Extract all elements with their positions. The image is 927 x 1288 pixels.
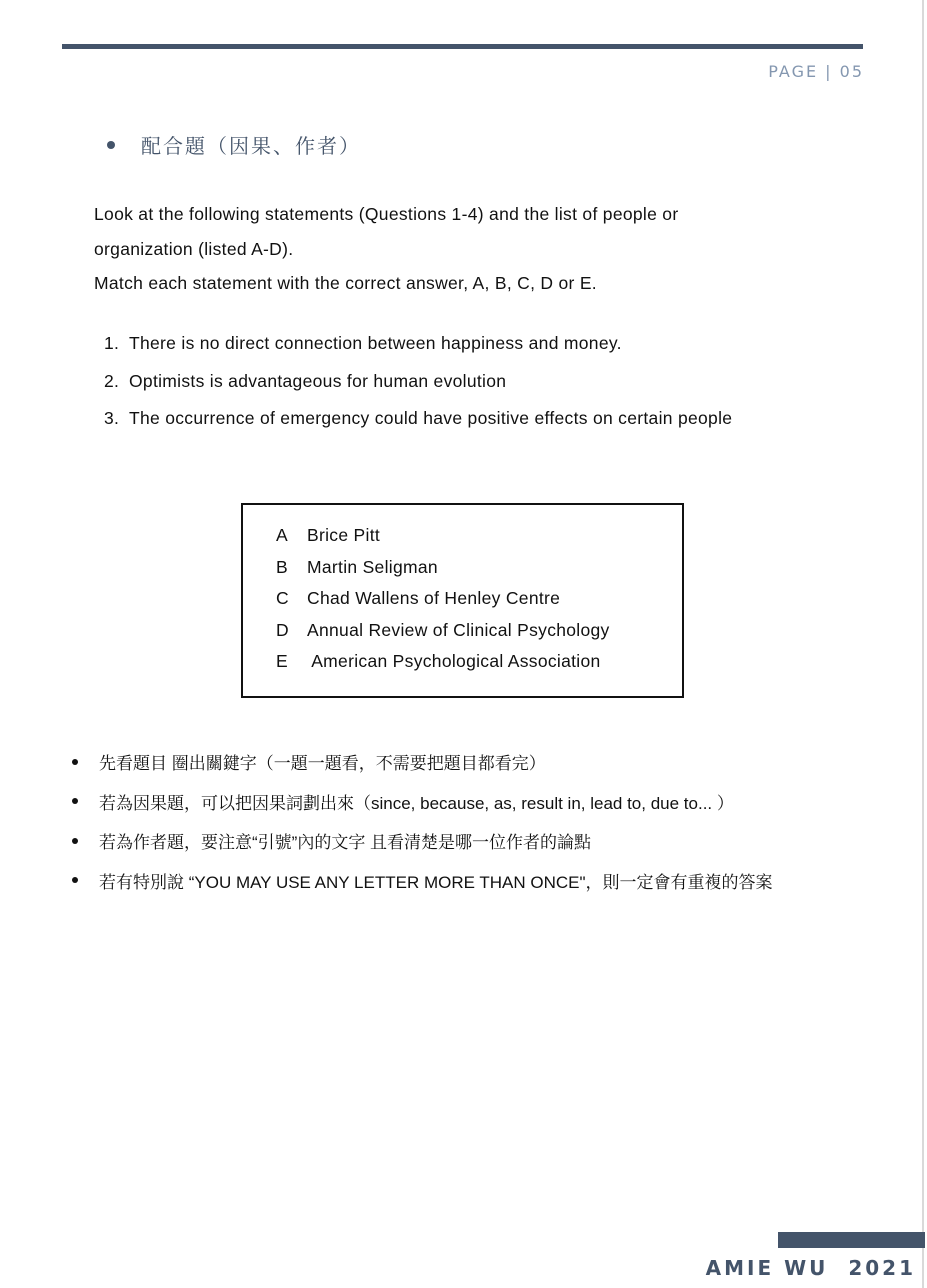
question-number: 3. bbox=[104, 408, 120, 428]
option-text: Chad Wallens of Henley Centre bbox=[307, 588, 561, 608]
instruction-line: Look at the following statements (Questions 1-4) and the list of people or bbox=[94, 204, 679, 224]
question-text: There is no direct connection between happiness and money. bbox=[129, 333, 622, 353]
instruction-line: organization (listed A-D). bbox=[94, 239, 294, 259]
page-edge bbox=[922, 0, 924, 1288]
option-text: Martin Seligman bbox=[307, 557, 438, 577]
question-number: 1. bbox=[104, 333, 120, 353]
footer-bar bbox=[778, 1232, 925, 1248]
option-text: Brice Pitt bbox=[307, 525, 381, 545]
header-rule bbox=[62, 44, 863, 49]
footer-author: AMIE WU 2021 bbox=[705, 1256, 916, 1280]
bullet-icon bbox=[107, 141, 115, 149]
tip-item bbox=[72, 782, 912, 822]
option-letter: D bbox=[276, 620, 289, 640]
tip-text: 若為作者題，要注意“引號”內的文字 且看清楚是哪一位作者的論點 bbox=[99, 833, 592, 853]
question-number: 2. bbox=[104, 370, 120, 391]
option-item bbox=[276, 587, 560, 609]
option-item bbox=[276, 524, 380, 546]
option-text: Annual Review of Clinical Psychology bbox=[307, 620, 610, 640]
tip-item bbox=[72, 861, 912, 901]
bullet-icon bbox=[72, 877, 78, 883]
tip-text: 若為因果題，可以把因果詞劃出來（since, because, as, result in, lead to, due to... ） bbox=[99, 793, 734, 813]
instruction-line: Match each statement with the correct answer, A, B, C, D or E. bbox=[94, 273, 597, 293]
option-text: American Psychological Association bbox=[307, 651, 601, 671]
option-letter: B bbox=[276, 557, 288, 577]
tip-text: 先看題目 圈出關鍵字（一題一題看，不需要把題目都看完） bbox=[99, 754, 546, 774]
tip-item bbox=[72, 821, 912, 861]
page-number: PAGE | 05 bbox=[768, 62, 864, 81]
tip-item bbox=[72, 742, 912, 782]
bullet-icon bbox=[72, 798, 78, 804]
option-item bbox=[276, 650, 601, 672]
question-list bbox=[104, 331, 864, 444]
section-title: 配合題（因果、作者） bbox=[141, 134, 361, 158]
section-heading bbox=[107, 130, 361, 159]
question-item bbox=[104, 369, 864, 407]
option-letter: A bbox=[276, 525, 288, 545]
option-item bbox=[276, 619, 610, 641]
question-text: Optimists is advantageous for human evolution bbox=[129, 370, 507, 391]
bullet-icon bbox=[72, 838, 78, 844]
option-item bbox=[276, 556, 438, 578]
answer-options-box bbox=[241, 503, 684, 698]
bullet-icon bbox=[72, 759, 78, 765]
tip-text: 若有特別說 “YOU MAY USE ANY LETTER MORE THAN ONCE"，則一定會有重複的答案 bbox=[99, 872, 773, 892]
question-text: The occurrence of emergency could have positive effects on certain people bbox=[129, 408, 733, 428]
question-item bbox=[104, 406, 864, 444]
option-letter: C bbox=[276, 588, 289, 608]
tips-list bbox=[72, 742, 912, 900]
option-letter: E bbox=[276, 651, 288, 671]
instructions bbox=[94, 202, 854, 306]
question-item bbox=[104, 331, 864, 369]
